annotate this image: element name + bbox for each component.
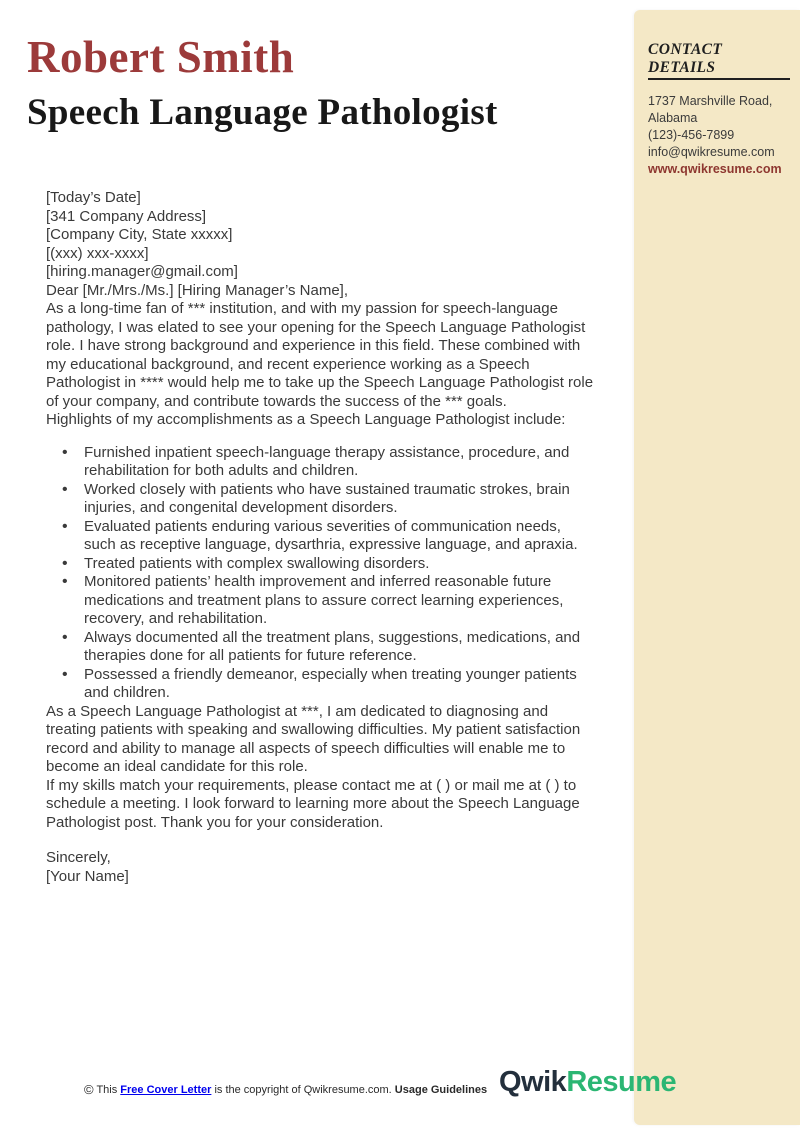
company-address-line: [(xxx) xxx-xxxx] xyxy=(46,244,149,262)
free-cover-letter-link[interactable]: Free Cover Letter xyxy=(120,1084,212,1096)
logo-resume-part: Resume xyxy=(566,1066,677,1098)
highlight-item: • Evaluated patients enduring various severities of communication needs, such as receptive language, dysarthria, expressive language, and apraxia. xyxy=(46,518,594,555)
contact-email-link[interactable]: info@qwikresume.com xyxy=(648,145,775,159)
company-address-block xyxy=(46,208,594,282)
copyright-line xyxy=(84,1082,487,1097)
letter-body xyxy=(46,189,594,886)
highlight-item: • Treated patients with complex swallowing disorders. xyxy=(46,555,594,574)
company-address-line: [hiring.manager@gmail.com] xyxy=(46,263,238,281)
contact-sidebar xyxy=(634,10,800,1125)
contact-details-heading: CONTACT DETAILS xyxy=(648,41,790,80)
usage-guidelines-link[interactable]: Usage Guidelines xyxy=(394,1084,488,1096)
contact-details-list xyxy=(648,93,790,178)
highlights-intro: Highlights of my accomplishments as a Speech Language Pathologist include: xyxy=(46,411,566,429)
copyright-icon: © xyxy=(84,1082,94,1097)
intro-paragraph: As a long-time fan of *** institution, and with my passion for speech-language pathology, I was elated to see your opening for the Speech Language Pathologist role. I have strong background and experience in this field. These combined with my educational background, and recent experience working as a Speech Pathologist in **** would help me to take up the Speech Language Pathologist role of your company, and contribute towards the success of the *** goals. xyxy=(46,300,594,410)
candidate-job-title: Speech Language Pathologist xyxy=(27,91,498,133)
candidate-name: Robert Smith xyxy=(27,32,295,82)
copyright-middle: is the copyright of Qwikresume.com. xyxy=(211,1084,395,1096)
highlight-item: • Furnished inpatient speech-language therapy assistance, procedure, and rehabilitation for both adults and children. xyxy=(46,444,594,481)
highlight-item: • Always documented all the treatment plans, suggestions, medications, and therapies done for all patients for future reference. xyxy=(46,629,594,666)
contact-address-line1: 1737 Marshville Road, xyxy=(648,94,773,108)
closing-word: Sincerely, xyxy=(46,849,111,867)
qwikresume-logo xyxy=(499,1066,676,1099)
contact-address-line2: Alabama xyxy=(648,111,698,125)
signature-placeholder: [Your Name] xyxy=(46,867,129,885)
highlight-item: • Worked closely with patients who have sustained traumatic strokes, brain injuries, and congenital development disorders. xyxy=(46,481,594,518)
logo-qwik-part: Qwik xyxy=(499,1066,567,1098)
highlight-item: • Monitored patients’ health improvement and inferred reasonable future medications and treatment plans to assure correct learning experiences, recovery, and rehabilitation. xyxy=(46,573,594,629)
company-address-line: [Company City, State xxxxx] xyxy=(46,226,233,244)
date-placeholder: [Today’s Date] xyxy=(46,189,141,207)
salutation: Dear [Mr./Mrs./Ms.] [Hiring Manager’s Name], xyxy=(46,281,349,299)
closing-block xyxy=(46,849,594,886)
highlights-list xyxy=(46,444,594,703)
highlight-item: • Possessed a friendly demeanor, especially when treating younger patients and children. xyxy=(46,666,594,703)
contact-website-link[interactable]: www.qwikresume.com xyxy=(648,162,782,176)
contact-phone: (123)-456-7899 xyxy=(648,128,735,142)
copyright-prefix: This xyxy=(93,1084,121,1096)
summary-paragraph: As a Speech Language Pathologist at ***, I am dedicated to diagnosing and treating patients with speaking and swallowing difficulties. My patient satisfaction record and ability to manage all aspects of speech difficulties will enable me to become an ideal candidate for this role. xyxy=(46,702,581,776)
company-address-line: [341 Company Address] xyxy=(46,207,207,225)
call-to-action-paragraph: If my skills match your requirements, please contact me at ( ) or mail me at ( ) to schedule a meeting. I look forward to learning more about the Speech Language Pathologist post. Thank you for your consideration. xyxy=(46,776,580,831)
